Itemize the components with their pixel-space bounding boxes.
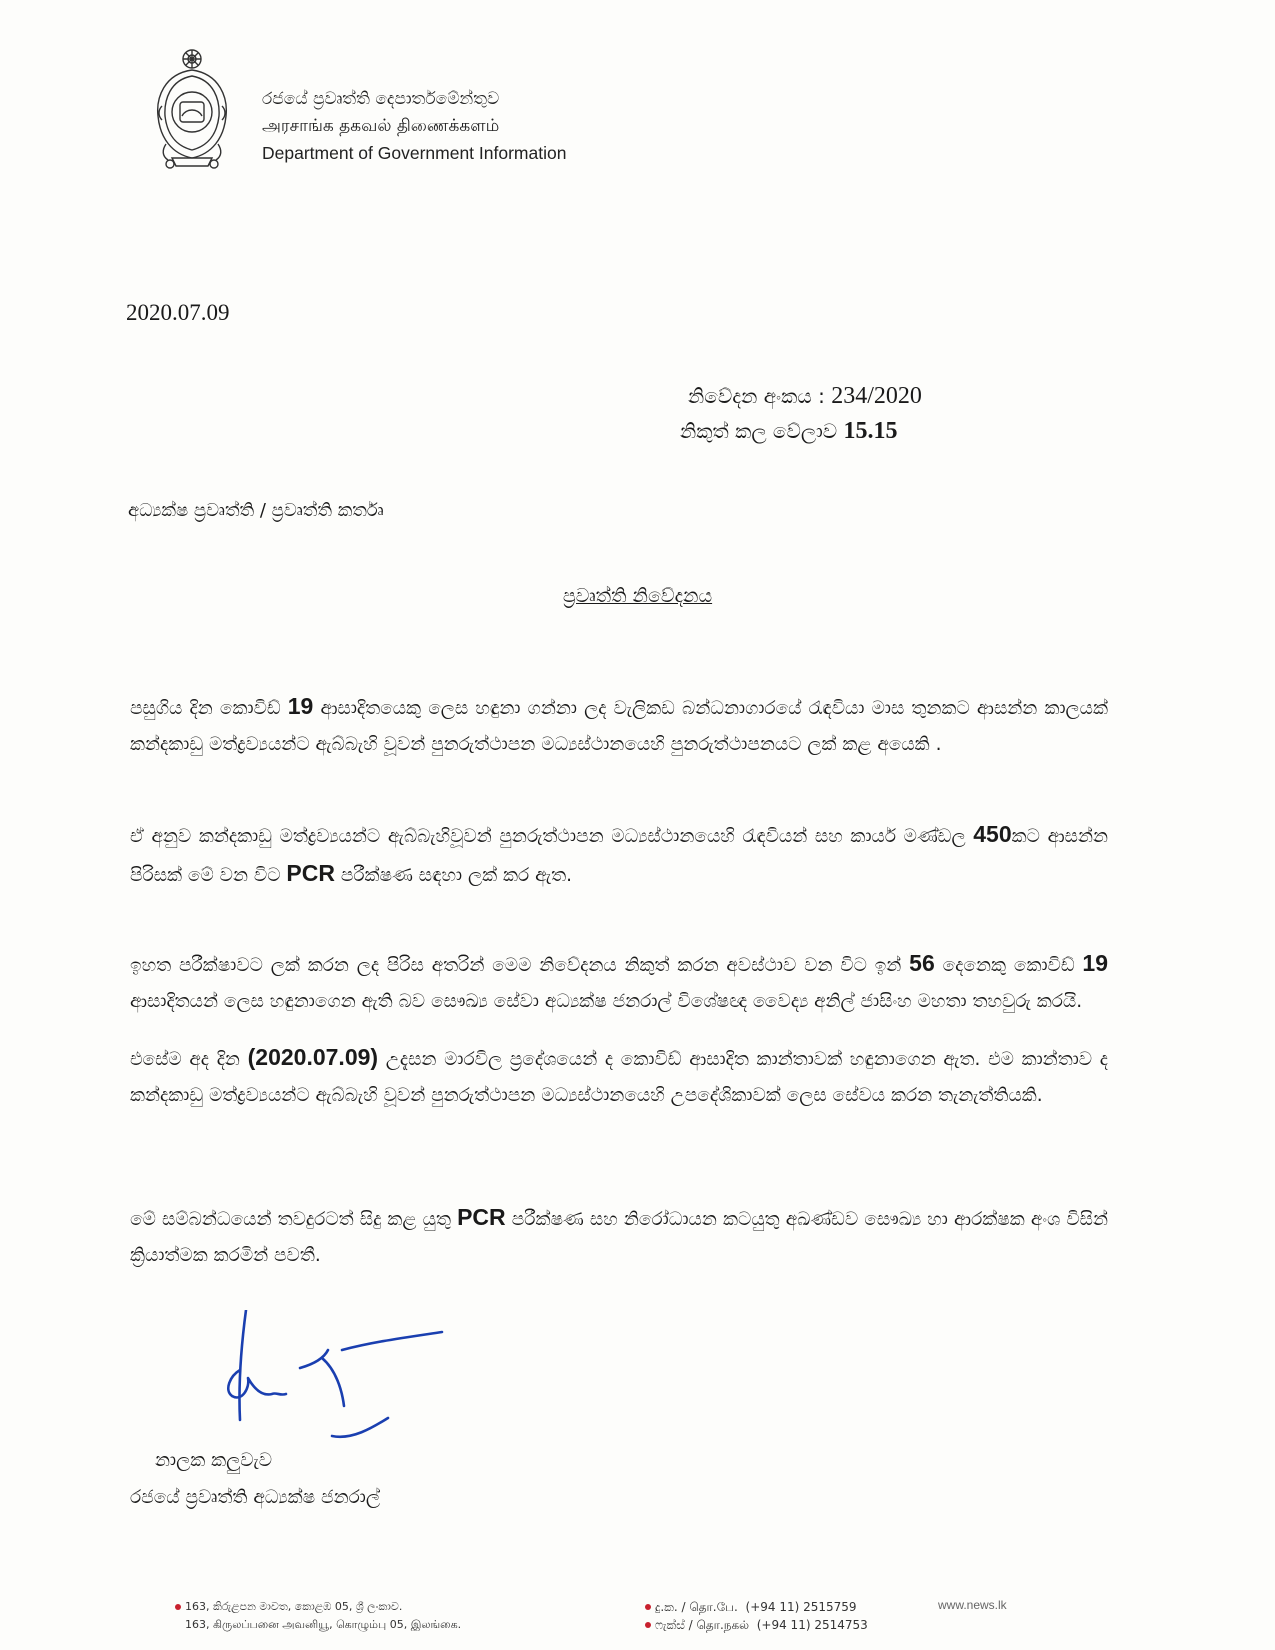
release-number [688,383,922,410]
footer-phone-label: දු.ක. / தொ.பே. [655,1600,738,1614]
paragraph-3 [130,945,1108,1020]
paragraph-1-text-c: ආසාදිතයෙකු ලෙස හඳුනා ගන්නා ලද වැලිකඩ බන්ධනාගාරයේ රැඳවියා මාස තුනකට ආසන්න කාලයක් කන්දකාඩු මත්ද්‍රව්‍යයන්ට ඇබ්බැහි වූවන් පුනරුත්ථාපන මධ්‍යස්ථානයෙහි පුනරුත්ථාපනයට ලක් කළ අයෙකි . [130,698,1108,755]
paragraph-3-number: 19 [1082,950,1108,976]
paragraph-5 [130,1199,1108,1274]
release-time-value: 15.15 [843,418,898,444]
paragraph-2-text-c: කට ආසන්න පිරිසක් මේ වන විට [130,826,1108,886]
signatory-name: නාලක කලුවැව [155,1450,273,1471]
footer-website-link[interactable]: www.news.lk [938,1598,1007,1612]
paragraph-4 [130,1039,1108,1114]
paragraph-5-text-c: පරීක්ෂණ සහ නිරෝධායන කටයුතු අඛණ්ඩව සෞඛ්‍ය හා ආරක්ෂක අංශ විසින් ක්‍රියාත්මක කරමින් පවතී. [130,1209,1108,1266]
department-name-english: Department of Government Information [262,143,567,163]
paragraph-5-pcr: PCR [457,1204,506,1230]
paragraph-3-count: 56 [909,950,935,976]
footer-fax [655,1616,868,1634]
release-time [680,418,898,445]
paragraph-4-text-a: එසේම අද දින [130,1049,248,1070]
footer-address-tamil: 163, கிருலப்பனை அவனியூ, கொழும்பு 05, இலங்கை. [185,1618,462,1631]
release-time-label: නිකුත් කල වේලාව [680,419,838,443]
paragraph-1-text-a: පසුගිය දින කොවිඩ් [130,698,288,719]
handwritten-signature [212,1310,452,1450]
paragraph-3-text-a: ඉහත පරීක්ෂාවට ලක් කරන ලද පිරිස අතරින් මෙම නිවේදනය නිකුත් කරන අවස්ථාව වන විට ඉන් [130,955,910,976]
paragraph-2-pcr: PCR [286,860,335,886]
sri-lanka-emblem-icon [152,46,232,176]
document-heading: ප්‍රවෘත්ති නිවේදනය [562,585,713,607]
footer-bullet-icon [175,1604,181,1610]
department-letterhead [262,86,566,167]
paragraph-4-text-c: උදැසන මාරවිල ප්‍රදේශයෙන් ද කොවිඩ් ආසාදිත කාන්තාවක් හඳුනාගෙන ඇත. එම කාන්තාව ද කන්දකාඩු මත්ද්‍රව්‍යයන්ට ඇබ්බැහි වූවන් පුනරුත්ථාපන මධ්‍යස්ථානයෙහි උපදේශිකාවක් ලෙස සේවය කරන තැනැත්තියකි. [130,1049,1109,1106]
paragraph-2-number: 450 [973,821,1012,847]
footer-phone-number: (+94 11) 2515759 [745,1600,857,1614]
release-number-label: නිවේදන අංකය : [688,384,825,408]
paragraph-3-text-c: දෙනෙකු කොවිඩ් [934,955,1083,976]
signatory-title: රජයේ ප්‍රවෘත්ති අධ්‍යක්ෂ ජනරාල් [130,1487,380,1508]
paragraph-3-text-e: ආසාදිතයන් ලෙස හඳුනාගෙන ඇති බව සෞඛ්‍ය සේවා අධ්‍යක්ෂ ජනරාල් විශේෂඥ වෛද්‍ය අනිල් ජාසිංහ මහතා තහවුරු කරයි. [130,991,1083,1012]
paragraph-2-text-e: පරීක්ෂණ සඳහා ලක් කර ඇත. [334,865,573,886]
footer-fax-label: ෆැක්ස් / தொ.நகல் [655,1618,750,1632]
footer-contact [655,1598,868,1634]
addressee: අධ්‍යක්ෂ ප්‍රවෘත්ති / ප්‍රවෘත්ති කර්තෘ [128,500,384,521]
letter-date: 2020.07.09 [126,300,230,325]
phone-bullet-icon [645,1604,651,1610]
paragraph-1 [130,688,1108,763]
paragraph-2 [130,816,1108,894]
paragraph-1-number: 19 [287,693,314,719]
paragraph-5-text-a: මේ සම්බන්ධයෙන් තවදුරටත් සිදු කළ යුතු [130,1209,458,1230]
footer-address [185,1598,461,1634]
fax-bullet-icon [645,1622,651,1628]
footer-phone [655,1598,868,1616]
release-number-value: 234/2020 [831,383,922,409]
paragraph-2-text-a: ඒ අනුව කන්දකාඩු මත්ද්‍රව්‍යයන්ට ඇබ්බැහිවූවන් පුනරුත්ථාපන මධ්‍යස්ථානයෙහි රැඳවියන් සහ කාර්ය මණ්ඩල [130,826,974,847]
footer-address-sinhala: 163, කිරුළපන මාවත, කොළඹ 05, ශ්‍රී ලංකාව. [185,1600,403,1613]
paragraph-4-date: (2020.07.09) [247,1044,379,1070]
footer-fax-number: (+94 11) 2514753 [756,1618,868,1632]
department-name-sinhala: රජයේ ප්‍රවෘත්ති දෙපාර්තමේන්තුව [262,89,500,109]
department-name-tamil: அரசாங்க தகவல் திணைக்களம் [262,116,500,136]
